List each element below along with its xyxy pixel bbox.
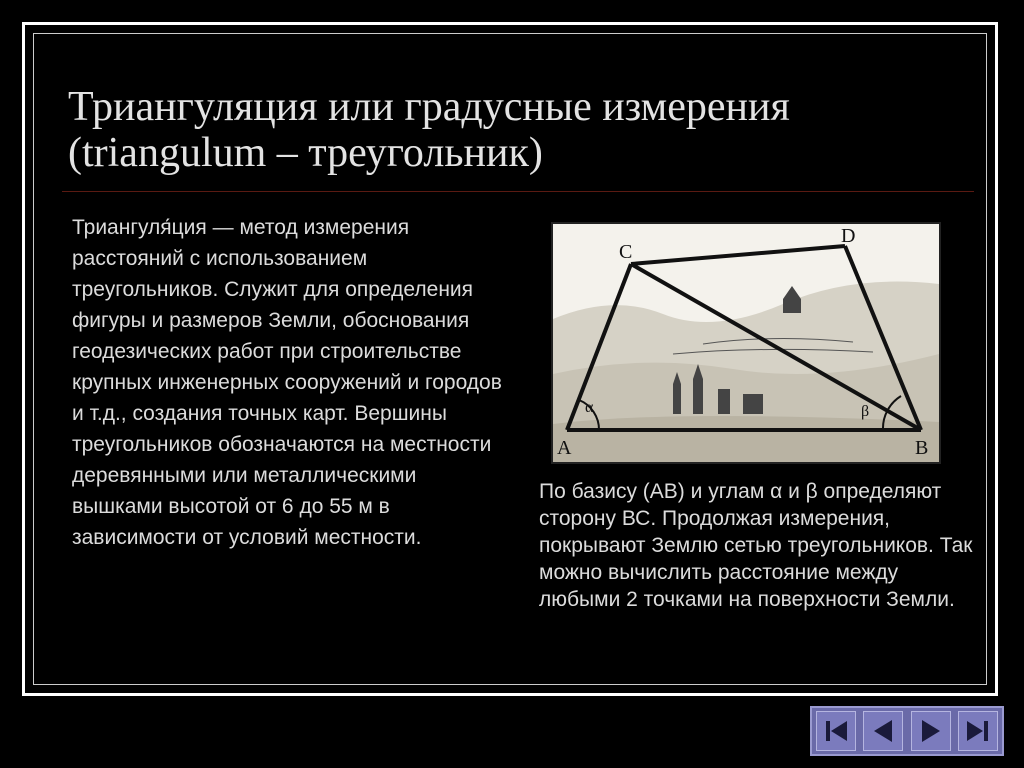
vertex-c-label: C <box>619 241 633 263</box>
engraving-drawing <box>553 224 939 462</box>
vertex-b-label: B <box>915 437 929 459</box>
previous-slide-button[interactable] <box>863 711 903 751</box>
title-divider <box>62 191 974 192</box>
slide-navigation <box>810 706 1004 756</box>
last-icon <box>963 716 993 746</box>
triangulation-engraving <box>551 222 941 464</box>
first-slide-button[interactable] <box>816 711 856 751</box>
next-icon <box>916 716 946 746</box>
ground-shape <box>553 416 939 462</box>
slide-title: Триангуляция или градусные измерения (triangulum – треугольник) <box>68 84 790 176</box>
next-slide-button[interactable] <box>911 711 951 751</box>
last-slide-button[interactable] <box>958 711 998 751</box>
vertex-a-label: A <box>557 437 572 459</box>
vertex-d-label: D <box>841 225 856 247</box>
illustration-caption: По базису (АВ) и углам α и β определяют сторону ВС. Продолжая измерения, покрывают Землю сетью треугольников. Так можно вычислить расстояние между любыми 2 точками на поверхности Земли. <box>539 480 973 611</box>
angle-alpha-label: α <box>585 399 594 416</box>
body-text: Триангуля́ция — метод измерения расстояний с использованием треугольников. Служит для определения фигуры и размеров Земли, обоснования геодезических работ при строительстве крупных инженерных сооружений и городов и т.д., создания точных карт. Вершины треугольников обозначаются на местности деревянными или металлическими вышками высотой от 6 до 55 м в зависимости от условий местности. <box>72 216 502 549</box>
first-icon <box>821 716 851 746</box>
angle-beta-label: β <box>861 403 870 420</box>
prev-icon <box>868 716 898 746</box>
